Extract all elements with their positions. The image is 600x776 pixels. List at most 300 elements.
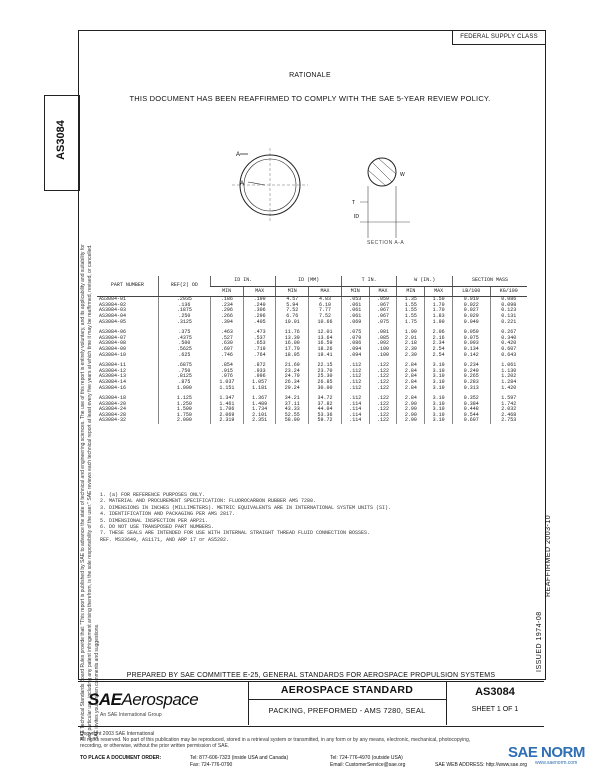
table-cell: .067 [369,303,397,309]
table-cell: 10.66 [309,320,342,326]
table-cell: 13.64 [309,336,342,342]
table-row [97,418,527,424]
table-cell: .122 [369,363,397,369]
table-cell: .122 [369,413,397,419]
table-cell: 0.340 [490,336,527,342]
table-cell: 1.70 [425,303,453,309]
table-cell: 34.21 [276,396,309,402]
table-cell: 1.367 [243,396,276,402]
standard-title: AEROSPACE STANDARD [248,684,446,700]
table-cell: 2.84 [397,369,425,375]
table-cell: 7.52 [309,314,342,320]
table-cell: .112 [341,380,369,386]
table-cell: .122 [369,369,397,375]
seal-drawing [210,140,450,250]
table-cell: .112 [341,396,369,402]
table-cell: 4.57 [276,297,309,303]
table-cell: 3.10 [425,407,453,413]
table-cell: 37.82 [309,402,342,408]
table-cell: .094 [341,353,369,359]
table-cell: .8125 [158,374,210,380]
table-cell: .059 [369,297,397,303]
table-cell: 58.90 [276,418,309,424]
table-cell: 44.04 [309,407,342,413]
sub-id-min: MIN [211,286,244,297]
table-cell: .296 [211,308,244,314]
table-cell: 10.01 [276,320,309,326]
table-cell: 53.36 [309,413,342,419]
table-cell: 0.075 [453,336,491,342]
table-cell: .3125 [158,320,210,326]
table-cell: 24.79 [276,374,309,380]
sub-kg: KG/100 [490,286,527,297]
table-cell: 1.037 [211,380,244,386]
table-cell: 0.022 [453,303,491,309]
table-cell: 21.69 [276,363,309,369]
table-cell: 3.10 [425,374,453,380]
table-cell: .112 [341,363,369,369]
table-cell: .933 [243,369,276,375]
table-cell: 0.093 [453,341,491,347]
table-cell: 7.52 [276,308,309,314]
table-cell: 1.250 [158,402,210,408]
col-ref-od: REF(2) OD [158,276,210,297]
table-cell: 2.39 [397,347,425,353]
table-cell: 2.90 [397,402,425,408]
label-t: T [352,200,356,206]
table-cell: .463 [211,330,244,336]
note-line: 6. DO NOT USE TRANSPOSED PART NUMBERS. [100,524,215,531]
table-cell: .067 [369,308,397,314]
table-cell: 2.54 [425,353,453,359]
table-cell: .092 [369,341,397,347]
table-cell: 2.84 [397,386,425,392]
table-cell: 1.597 [490,396,527,402]
table-cell: .719 [243,347,276,353]
table-cell: 0.607 [453,418,491,424]
table-cell: 1.284 [490,380,527,386]
table-cell: .094 [341,347,369,353]
issued-date: ISSUED 1974-08 [536,611,543,672]
note-line: 1. (a) FOR REFERENCE PURPOSES ONLY. [100,492,206,498]
table-cell: AS3084-28 [99,411,127,418]
table-cell: .122 [369,380,397,386]
table-cell: 2.90 [397,407,425,413]
table-cell: 0.131 [490,314,527,320]
table-cell: 25.30 [309,374,342,380]
table-cell: 3.10 [425,363,453,369]
note-line: 3. DIMENSIONS IN INCHES (MILLIMETERS). METRIC EQUIVALENTS ARE IN INTERNATIONAL SYSTEM UNITS (SI). [100,504,392,511]
table-cell: .750 [158,369,210,375]
tel-outside: Tel: 724-776-4970 (outside USA) [330,755,403,761]
sub-t-max: MAX [369,286,397,297]
table-cell: .190 [243,297,276,303]
table-cell: 0.221 [490,320,527,326]
table-cell: 1.734 [243,407,276,413]
table-cell: 2.000 [158,418,210,424]
table-cell: 0.234 [453,363,491,369]
table-cell: AS3084-32 [99,417,127,424]
table-cell: 2.84 [397,363,425,369]
table-cell: .296 [243,314,276,320]
table-cell: 0.313 [453,386,491,392]
note-line: 7. THESE SEALS ARE INTENDED FOR USE WITH INTERNAL STRAIGHT THREAD FLUID CONNECTION BOSSES. [100,530,371,537]
note-line: REF. MS33649, AS1171, AND ARP 17 or AS5202. [100,536,230,543]
reaffirm-statement: THIS DOCUMENT HAS BEEN REAFFIRMED TO COMPLY WITH THE SAE 5-YEAR REVIEW POLICY. [129,94,491,103]
standard-description: PACKING, PREFORMED - AMS 7280, SEAL [268,706,426,715]
table-cell: 1.500 [158,407,210,413]
table-cell: AS3084-14 [99,378,127,385]
table-cell: 13.39 [276,336,309,342]
email: Email: CustomerService@sae.org [330,762,406,768]
section-label: SECTION A-A [367,240,405,246]
sheet-number: SHEET 1 OF 1 [471,706,519,713]
table-cell: 0.448 [453,407,491,413]
table-cell: .067 [369,314,397,320]
logo-subtitle: An SAE International Group [100,712,162,718]
table-cell: 1.125 [158,396,210,402]
table-cell: 0.098 [490,303,527,309]
table-cell: .053 [341,297,369,303]
fax: Fax: 724-776-0790 [190,762,233,768]
table-cell: 26.34 [276,380,309,386]
table-cell: .122 [369,374,397,380]
table-cell: 23.24 [276,369,309,375]
watermark-url: www.saenorm.com [535,760,578,766]
table-cell: AS3084-09 [99,345,127,352]
federal-supply-class-box: FEDERAL SUPPLY CLASS [452,30,545,45]
sub-w-min: MIN [397,286,425,297]
table-cell: 0.420 [490,341,527,347]
table-cell: .6875 [158,363,210,369]
table-cell: 1.35 [397,297,425,303]
table-cell: 6.76 [276,314,309,320]
table-cell: 5.94 [276,303,309,309]
table-cell: .996 [243,374,276,380]
rights-text: All rights reserved. No part of this publication may be reproduced, stored in a retrieval system or transmitted, in any form or by any means, electronic, mechanical, photocopying, [80,737,471,743]
table-cell: 0.265 [453,374,491,380]
table-cell: AS3084-07 [99,334,127,341]
table-cell: .1875 [158,308,210,314]
table-cell: AS3084-08 [99,340,127,347]
table-cell: .266 [211,314,244,320]
table-cell: .122 [369,407,397,413]
table-cell: 26.85 [309,380,342,386]
sub-id-max: MAX [243,286,276,297]
table-cell: 1.420 [490,386,527,392]
logo-rest: Aerospace [121,690,199,709]
table-cell: .746 [211,353,244,359]
label-id: ID [354,214,359,220]
table-cell: 0.544 [453,413,491,419]
table-cell: .240 [243,303,276,309]
table-cell: 2.032 [490,407,527,413]
table-cell: 2.468 [490,413,527,419]
note-line: 2. MATERIAL AND PROCUREMENT SPECIFICATION: FLUOROCARBON RUBBER AMS 7280. [100,498,317,505]
label-a-top: A [236,152,241,158]
table-cell: 19.41 [309,353,342,359]
table-cell: 1.90 [397,330,425,336]
table-cell: 0.283 [453,380,491,386]
table-cell: 22.15 [309,363,342,369]
table-cell: 7.77 [309,308,342,314]
table-cell: 1.742 [490,402,527,408]
table-cell: AS3084-11 [99,362,127,369]
table-cell: .079 [341,336,369,342]
table-cell: .114 [341,418,369,424]
table-cell: 1.461 [211,402,244,408]
table-cell: .061 [341,308,369,314]
sub-w-max: MAX [425,286,453,297]
table-cell: 0.352 [453,396,491,402]
table-cell: 2.34 [425,341,453,347]
table-cell: .500 [158,341,210,347]
table-cell: .537 [243,336,276,342]
table-cell: AS3084-20 [99,400,127,407]
table-cell: .234 [211,303,244,309]
table-cell: 17.70 [276,347,309,353]
table-cell: 1.347 [211,396,244,402]
table-cell: 3.10 [425,402,453,408]
table-cell: 34.72 [309,396,342,402]
table-cell: .875 [158,380,210,386]
table-cell: 0.643 [490,353,527,359]
table-cell: 2.351 [243,418,276,424]
rationale-title: RATIONALE [289,72,331,79]
table-cell: 0.123 [490,308,527,314]
table-cell: 1.000 [158,386,210,392]
table-cell: AS3084-18 [99,395,127,402]
order-label: TO PLACE A DOCUMENT ORDER: [80,755,162,761]
table-cell: 1.202 [490,374,527,380]
table-cell: 2.84 [397,374,425,380]
table-cell: 23.70 [309,369,342,375]
table-cell: .4375 [158,336,210,342]
table-cell: 2.753 [490,418,527,424]
table-cell: .375 [158,330,210,336]
table-cell: .086 [341,341,369,347]
table-cell: 2.16 [425,336,453,342]
table-cell: 18.26 [309,347,342,353]
table-cell: .114 [341,413,369,419]
table-cell: .122 [369,386,397,392]
watermark-logo: SAE NORM [508,744,585,761]
table-cell: 29.24 [276,386,309,392]
table-cell: 1.181 [243,386,276,392]
table-cell: 1.750 [158,413,210,419]
table-cell: .061 [341,303,369,309]
table-cell: .854 [211,363,244,369]
table-cell: .473 [243,330,276,336]
table-cell: 30.00 [309,386,342,392]
web-address: SAE WEB ADDRESS: http://www.sae.org [435,762,527,768]
table-cell: 2.01 [397,336,425,342]
table-cell: 2.101 [243,413,276,419]
sub-lb: LB/100 [453,286,491,297]
table-cell: AS3084-16 [99,384,127,391]
table-cell: 0.049 [453,320,491,326]
table-cell: 1.55 [397,314,425,320]
table-cell: 2.84 [397,396,425,402]
table-cell: 1.50 [425,297,453,303]
table-cell: .697 [211,347,244,353]
col-id-in: ID IN. [211,276,276,286]
table-cell: AS3084-03 [99,307,127,314]
table-cell: .405 [243,320,276,326]
table-cell: .061 [341,314,369,320]
tel-inside: Tel: 877-606-7323 (inside USA and Canada) [190,755,289,761]
table-cell: 16.00 [276,341,309,347]
table-cell: 2.90 [397,413,425,419]
dimension-table [97,276,527,424]
table-cell: 1.75 [397,320,425,326]
note-line: 4. IDENTIFICATION AND PACKAGING PER AMS 2817. [100,511,236,518]
id-leader-line [248,182,265,185]
footer [80,731,550,749]
table-cell: .075 [341,330,369,336]
table-cell: .136 [158,303,210,309]
table-cell: .630 [211,341,244,347]
table-cell: 1.057 [243,380,276,386]
table-cell: .872 [243,363,276,369]
logo-bold: SAE [88,690,122,709]
table-cell: 2.84 [397,380,425,386]
table-cell: 0.249 [453,369,491,375]
table-cell: 0.142 [453,353,491,359]
table-cell: .527 [211,336,244,342]
table-cell: 52.55 [276,413,309,419]
table-cell: AS3084-13 [99,373,127,380]
table-cell: AS3084-04 [99,312,127,319]
col-t-in: T IN. [341,276,397,286]
table-cell: 0.059 [453,330,491,336]
table-cell: 2.06 [425,330,453,336]
table-cell: 2.54 [425,347,453,353]
table-cell: .250 [158,314,210,320]
table-cell: .653 [243,341,276,347]
table-cell: .100 [369,347,397,353]
table-cell: AS3084-24 [99,406,127,413]
table-cell: .112 [341,369,369,375]
sae-aerospace-logo [88,690,198,710]
table-cell: 0.029 [453,314,491,320]
table-cell: 0.086 [490,297,527,303]
doc-number-vertical: AS3084 [55,120,67,160]
table-cell: 18.95 [276,353,309,359]
table-cell: 1.061 [490,363,527,369]
table-cell: .764 [243,353,276,359]
table-cell: 3.10 [425,418,453,424]
table-cell: 1.55 [397,303,425,309]
table-cell: 2.18 [397,341,425,347]
table-cell: 1.90 [425,320,453,326]
table-cell: 43.33 [276,407,309,413]
notes-section [100,492,520,543]
table-cell: .114 [341,407,369,413]
table-cell: 2.39 [397,353,425,359]
disclaimer-text: SAE Technical Standards Board Rules provide that: "This report is published by SAE to advance the state of technical and engineering sciences. The use of this report is entirely voluntary, and its applicability and suitability for any particular use, including any patent infringement arising therefrom, is the sole responsibility of the user." SAE reviews each technical report at least every five years at which time it may be reaffirmed, revised, or cancelled. SAE invites your written comments and suggestions. [80,244,100,740]
col-part-number: PART NUMBER [97,276,158,297]
note-line: 5. DIMENSIONAL INSPECTION PER ARP21. [100,517,209,524]
table-cell: .122 [369,418,397,424]
table-cell: .394 [211,320,244,326]
label-w: W [400,172,405,178]
table-cell: .306 [243,308,276,314]
table-cell: 3.10 [425,386,453,392]
table-cell: 0.019 [453,297,491,303]
document-number: AS3084 [475,686,515,698]
table-cell: 1.706 [211,407,244,413]
reaffirmed-date: REAFFIRMED 2003-10 [545,514,552,597]
sub-mm-min: MIN [276,286,309,297]
table-cell: .081 [369,330,397,336]
table-cell: 0.027 [453,308,491,314]
table-cell: .915 [211,369,244,375]
table-cell: 16.59 [309,341,342,347]
table-cell: 2.069 [211,413,244,419]
table-cell: 11.76 [276,330,309,336]
col-section-mass: SECTION MASS [453,276,527,286]
table-cell: 0.607 [490,347,527,353]
table-cell: 1.83 [425,314,453,320]
copyright: Copyright 2003 SAE International [80,731,155,737]
table-cell: 12.01 [309,330,342,336]
table-cell: 0.134 [453,347,491,353]
col-id-mm: ID (MM) [276,276,341,286]
table-cell: .976 [211,374,244,380]
label-a-side: A [240,181,245,187]
table-body [97,297,527,424]
table-cell: 4.83 [309,297,342,303]
table-cell: 0.267 [490,330,527,336]
table-cell: .122 [369,402,397,408]
table-cell: .122 [369,396,397,402]
table-cell: AS3084-02 [99,301,127,308]
table-cell: 2.90 [397,418,425,424]
prepared-by: PREPARED BY SAE COMMITTEE E-25, GENERAL STANDARDS FOR AEROSPACE PROPULSION SYSTEMS [126,672,496,679]
table-cell: .100 [369,353,397,359]
table-cell: 1.130 [490,369,527,375]
table-cell: AS3084-01 [99,296,127,303]
table-cell: 2.319 [211,418,244,424]
table-cell: AS3084-10 [99,351,127,358]
table-cell: 3.10 [425,396,453,402]
table-cell: 0.384 [453,402,491,408]
table-cell: 1.55 [397,308,425,314]
table-cell: 3.10 [425,380,453,386]
table-cell: .075 [369,320,397,326]
table-cell: .112 [341,386,369,392]
table-cell: 1.489 [243,402,276,408]
sub-mm-max: MAX [309,286,342,297]
table-cell: .069 [341,320,369,326]
sub-t-min: MIN [341,286,369,297]
table-cell: 3.10 [425,369,453,375]
table-cell: .112 [341,374,369,380]
table-cell: 59.72 [309,418,342,424]
table-cell: AS3084-06 [99,329,127,336]
table-cell: 37.11 [276,402,309,408]
table-cell: .085 [369,336,397,342]
table-cell: AS3084-12 [99,367,127,374]
table-cell: AS3084-05 [99,318,127,325]
table-cell: .186 [211,297,244,303]
table-cell: .5625 [158,347,210,353]
table-cell: 1.151 [211,386,244,392]
rights-text-2: recording, or otherwise, without the prior written permission of SAE. [80,743,230,749]
table-cell: .2935 [158,297,210,303]
table-cell: .114 [341,402,369,408]
